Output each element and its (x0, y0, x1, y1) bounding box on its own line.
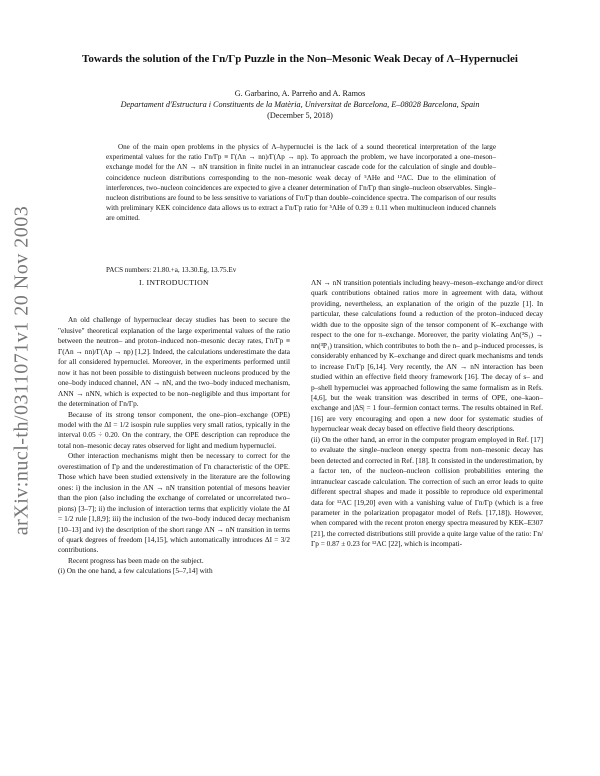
body-paragraph: Recent progress has been made on the subject. (68, 555, 204, 565)
abstract (106, 142, 496, 224)
body-paragraph: An old challenge of hypernuclear decay studies has been to secure the "elusive" theoretical explanation of the large experimental values of the ratio between the neutron– and proton–induced non–mesonic decay rates, Γn/Γp ≡ Γ(Λn → nn)/Γ(Λp → np) [1,2]. Indeed, the calculations underestimate the data for all considered hypernuclei. Moreover, in the experiments performed until now it has not been possible to distinguish between nucleons produced by the one–body induced channel, ΛN → nN, and the two–body induced mechanism, ΛNN → nNN, which is expected to be non–negligible and thus important for the determination of Γn/Γp. (58, 315, 290, 409)
body-paragraph: ΛN → nN transition potentials including heavy–meson–exchange and/or direct quark contributions obtained ratios more in agreement with data, without providing, nevertheless, an explanation of the origin of the puzzle [1]. In particular, these calculations found a reduction of the proton–induced decay width due to the opposite sign of the tensor component of K–exchange with respect to the one for π–exchange. Moreover, the parity violating Λn(³S₁) → nn(³P₁) transition, which contributes to both the n– and p–induced processes, is considerably enhanced by K–exchange and direct quark mechanisms and tends to increase Γn/Γp [6,14]. Very recently, the ΛN → nN interaction has been studied within an effective field theory framework [16]. The decay of s– and p–shell hypernuclei was approached following the same formalism as in Refs. [4,6], but the weak transition was described in terms of OPE, one–kaon–exchange and |ΔS| = 1 four–fermion contact terms. The results obtained in Ref. [16] are very encouraging and open a new door for systematic studies of hypernuclear weak decay based on effective field theory descriptions. (311, 278, 543, 434)
author-affiliation: Departament d'Estructura i Constituents de la Matèria, Universitat de Barcelona, E–08028 Barcelona, Spain (120, 100, 480, 109)
author-block (70, 88, 530, 121)
left-column (58, 278, 290, 577)
arxiv-stamp-text: arXiv:nucl-th/0311071v1 20 Nov 2003 (10, 205, 33, 535)
section-heading: I. INTRODUCTION (139, 278, 209, 287)
body-paragraph: Other interaction mechanisms might then be necessary to correct for the overestimation of Γp and the underestimation of Γn characteristic of the OPE. Those which have been studied extensively in the literature are the following ones: i) the inclusion in the ΛN → nN transition potential of mesons heavier than the pion (also including the exchange of correlated or uncorrelated two–pions) [3–7]; ii) the inclusion of interaction terms that explicitly violate the ΔI = 1/2 rule [1,8,9]; iii) the inclusion of the two–body induced decay mechanism [10–13] and iv) the description of the short range ΛN → nN transition in terms of quark degrees of freedom [14,15], which automatically introduces ΔI = 3/2 contributions. (58, 451, 290, 555)
right-column (311, 278, 543, 550)
body-paragraph: (ii) On the other hand, an error in the computer program employed in Ref. [17] to evaluate the single–nucleon energy spectra from non–mesonic decay has been detected and corrected in Ref. [18]. It consisted in the underestimation, by a factor ten, of the nucleon–nucleon collision probabilities entering the intranuclear cascade calculation. The correction of such an error leads to quite different spectral shapes and made it possible to reproduce old experimental data for ¹²ΛC [19,20] even with a vanishing value of Γn/Γp (which is a free parameter in the polarization propagator model of Refs. [17,18]). However, when compared with the recent proton energy spectra measured by KEK–E307 [21], the corrected distributions still provide a quite large value of the ratio: Γn/Γp = 0.87 ± 0.23 for ¹²ΛC [22], which is incompati- (311, 434, 544, 549)
abstract-text: One of the main open problems in the physics of Λ–hypernuclei is the lack of a sound theoretical interpretation of the large experimental values for the ratio Γn/Γp ≡ Γ(Λn → nn)/Γ(Λp → np). To approach the problem, we have incorporated a one–meson–exchange model for the ΛN → nN transition in finite nuclei in an intranuclear cascade code for the calculation of single and double–coincidence nucleon distributions corresponding to the non–mesonic weak decay of ⁵ΛHe and ¹²ΛC. Due to the elimination of interferences, two–nucleon coincidences are expected to give a cleaner determination of Γn/Γp than single–nucleon observables. Single–nucleon distributions are found to be less sensitive to variations of Γn/Γp than double–coincidence spectra. The comparison of our results with preliminary KEK coincidence data allows us to extract a Γn/Γp ratio for ⁵ΛHe of 0.39 ± 0.11 when multinucleon induced channels are omitted. (106, 143, 496, 223)
paper-date: (December 5, 2018) (267, 111, 333, 120)
arxiv-identifier-stamp (4, 160, 40, 580)
body-paragraph: (i) On the one hand, a few calculations [5–7,14] with (58, 566, 213, 576)
author-names: G. Garbarino, A. Parreño and A. Ramos (234, 89, 366, 98)
pacs-numbers: PACS numbers: 21.80.+a, 13.30.Eg, 13.75.Ev (106, 266, 237, 274)
body-paragraph: Because of its strong tensor component, the one–pion–exchange (OPE) model with the ΔI = 1/2 isospin rule supplies very small ratios, typically in the interval 0.05 ÷ 0.20. On the contrary, the OPE description can reproduce the total non–mesonic decay rates observed for light and medium hypernuclei. (58, 409, 290, 450)
paper-title: Towards the solution of the Γn/Γp Puzzle in the Non–Mesonic Weak Decay of Λ–Hypernuclei (82, 53, 518, 65)
